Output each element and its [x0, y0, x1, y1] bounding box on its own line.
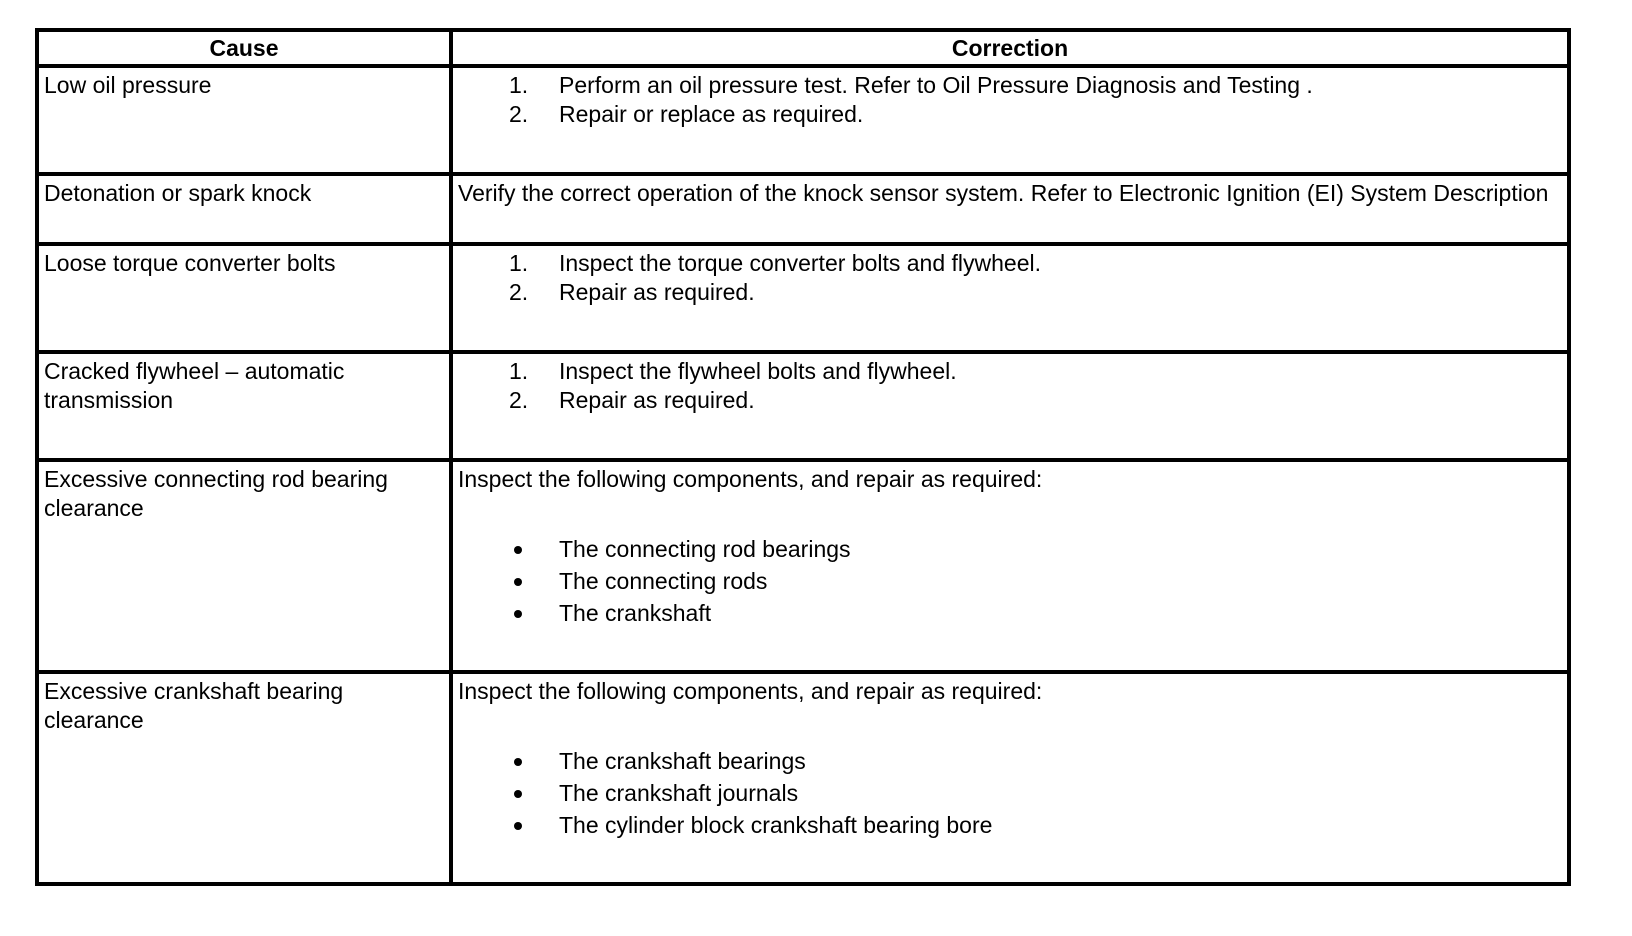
step-number: 2. [509, 387, 529, 413]
step-number: 1. [509, 250, 529, 276]
cause-cell: Cracked flywheel – automatic transmission [37, 352, 451, 460]
cause-cell: Excessive crankshaft bearing clearance [37, 672, 451, 884]
correction-cell [451, 66, 1569, 174]
correction-intro: Inspect the following components, and repair as required: [458, 466, 1043, 492]
list-item-text: The cylinder block crankshaft bearing bore [559, 812, 993, 838]
correction-step [458, 71, 1561, 100]
column-header-cause: Cause [37, 30, 451, 66]
list-item [458, 533, 1561, 565]
table-row [37, 672, 1569, 884]
table-row [37, 244, 1569, 352]
correction-steps [458, 249, 1561, 307]
step-text: Inspect the torque converter bolts and flywheel. [559, 250, 1042, 276]
correction-steps [458, 71, 1561, 129]
table-row [37, 174, 1569, 244]
correction-cell [451, 244, 1569, 352]
correction-cell [451, 672, 1569, 884]
step-text: Inspect the flywheel bolts and flywheel. [559, 358, 957, 384]
list-item-text: The crankshaft bearings [559, 748, 806, 774]
table-row [37, 352, 1569, 460]
cause-cell: Low oil pressure [37, 66, 451, 174]
bullet-icon [514, 822, 522, 830]
bullet-icon [514, 790, 522, 798]
bullet-icon [514, 546, 522, 554]
list-item [458, 809, 1561, 841]
bullet-icon [514, 610, 522, 618]
correction-step [458, 249, 1561, 278]
step-number: 2. [509, 101, 529, 127]
cause-cell: Detonation or spark knock [37, 174, 451, 244]
correction-cell: Verify the correct operation of the knock sensor system. Refer to Electronic Ignition (EI) System Description [451, 174, 1569, 244]
step-text: Repair as required. [559, 279, 755, 305]
step-number: 1. [509, 358, 529, 384]
step-text: Repair or replace as required. [559, 101, 864, 127]
list-item-text: The connecting rod bearings [559, 536, 851, 562]
step-text: Repair as required. [559, 387, 755, 413]
list-item-text: The connecting rods [559, 568, 768, 594]
correction-step [458, 278, 1561, 307]
list-item [458, 597, 1561, 629]
list-item [458, 745, 1561, 777]
component-list [458, 533, 1561, 629]
cause-cell: Excessive connecting rod bearing clearance [37, 460, 451, 672]
list-item [458, 565, 1561, 597]
correction-step [458, 100, 1561, 129]
list-item [458, 777, 1561, 809]
table-header-row [37, 30, 1569, 66]
component-list [458, 745, 1561, 841]
bullet-icon [514, 758, 522, 766]
step-number: 2. [509, 279, 529, 305]
step-text: Perform an oil pressure test. Refer to Oil Pressure Diagnosis and Testing . [559, 72, 1313, 98]
correction-intro: Inspect the following components, and repair as required: [458, 678, 1043, 704]
cause-cell: Loose torque converter bolts [37, 244, 451, 352]
correction-step [458, 386, 1561, 415]
correction-cell [451, 352, 1569, 460]
list-item-text: The crankshaft journals [559, 780, 799, 806]
correction-steps [458, 357, 1561, 415]
table-row [37, 66, 1569, 174]
table-row [37, 460, 1569, 672]
list-item-text: The crankshaft [559, 600, 712, 626]
correction-cell [451, 460, 1569, 672]
bullet-icon [514, 578, 522, 586]
correction-step [458, 357, 1561, 386]
diagnosis-table [35, 28, 1571, 886]
column-header-correction: Correction [451, 30, 1569, 66]
step-number: 1. [509, 72, 529, 98]
